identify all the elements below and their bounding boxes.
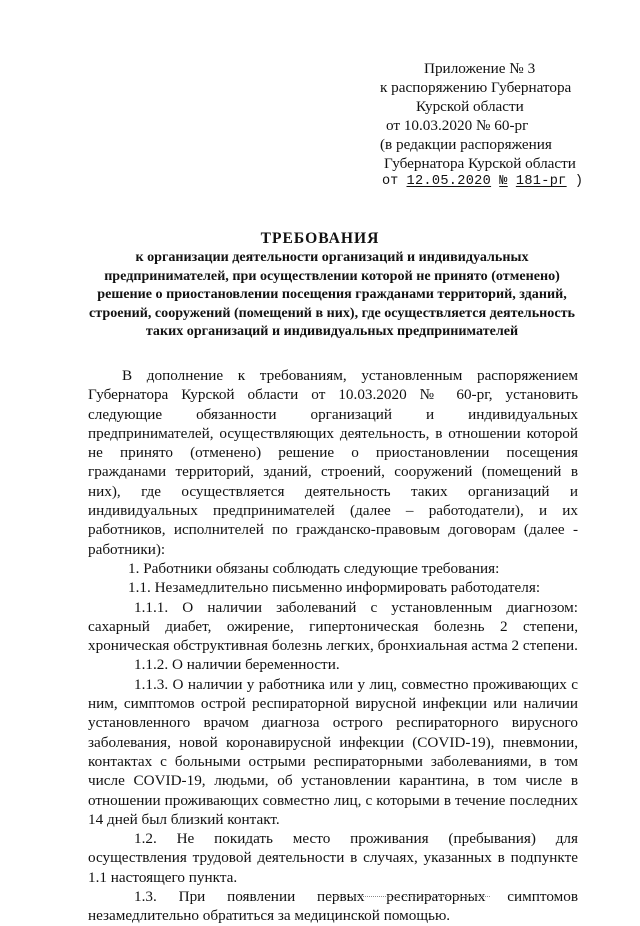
clause-1-1-2: 1.1.2. О наличии беременности. (134, 656, 340, 674)
clause-1: 1. Работники обязаны соблюдать следующие требования: (128, 559, 500, 577)
document-subtitle: к организации деятельности организаций и индивидуальных предпринимателей, при осуществлении которой не принято (отменено) решение о приостановлении посещения гражданами территорий, зданий, строений, сооружений (помещений в них), где осуществляется деятельность таких организаций и индивидуальных предпринимателей (89, 249, 575, 340)
clause-1-3: 1.3. При появлении первых респираторных симптомов незамедлительно обратиться за медицинской помощью. (88, 888, 578, 925)
appendix-revision-date (378, 173, 628, 192)
scan-artifact (330, 896, 490, 900)
revision-number: 181-рг (515, 174, 567, 190)
revision-no-sign: № (499, 174, 508, 190)
clause-1-2: 1.2. Не покидать место проживания (пребывания) для осуществления трудовой деятельности в случаях, указанных в подпункте 1.1 настоящего пункта. (88, 830, 578, 886)
clause-1-1-1: 1.1.1. О наличии заболеваний с установленным диагнозом: сахарный диабет, ожирение, гипертоническая болезнь 2 степени, хроническая обструктивная болезнь легких, бронхиальная астма 2 степени. (88, 598, 578, 655)
appendix-region: Курской области (416, 97, 524, 115)
revision-prefix: от (382, 174, 399, 190)
appendix-order-date: от 10.03.2020 № 60-рг (386, 116, 529, 134)
appendix-header (378, 60, 628, 192)
clause-1-1-3: 1.1.3. О наличии у работника или у лиц, совместно проживающих с ним, симптомов острой респираторной вирусной инфекции или наличии установленного врачом диагноза острого респираторного вирусного заболевания, новой коронавирусной инфекции (COVID-19), пневмонии, контактах с больными острыми респираторными заболеваниями, в том числе COVID-19, людьми, об установлении карантина, в том числе в отношении проживающих совместно лиц, с которыми в течение последних 14 дней был близкий контакт. (88, 675, 578, 828)
clause-1-1: 1.1. Незамедлительно письменно информировать работодателя: (128, 579, 541, 597)
appendix-governor: Губернатора Курской области (384, 154, 576, 172)
appendix-revision: (в редакции распоряжения (380, 135, 552, 153)
revision-date: 12.05.2020 (406, 174, 492, 190)
appendix-ref: к распоряжению Губернатора (380, 78, 572, 96)
revision-suffix: ) (574, 174, 583, 190)
appendix-number: Приложение № 3 (424, 60, 536, 77)
document-body (88, 366, 578, 926)
intro-paragraph: В дополнение к требованиям, установленным распоряжением Губернатора Курской области от 10.03.2020 № 60-рг, установить следующие обязанности организаций и индивидуальных предпринимателей, осуществляющих деятельность, в отношении которой не принято (отменено) решение о приостановлении посещения гражданами территорий, зданий, строений, сооружений (помещений в них), где осуществляется деятельность таких организаций и индивидуальных предпринимателей (далее – работодатели), и их работников, исполнителей по гражданско-правовым договорам (далее - работники): (88, 367, 578, 558)
document-title: ТРЕБОВАНИЯ (260, 230, 380, 247)
